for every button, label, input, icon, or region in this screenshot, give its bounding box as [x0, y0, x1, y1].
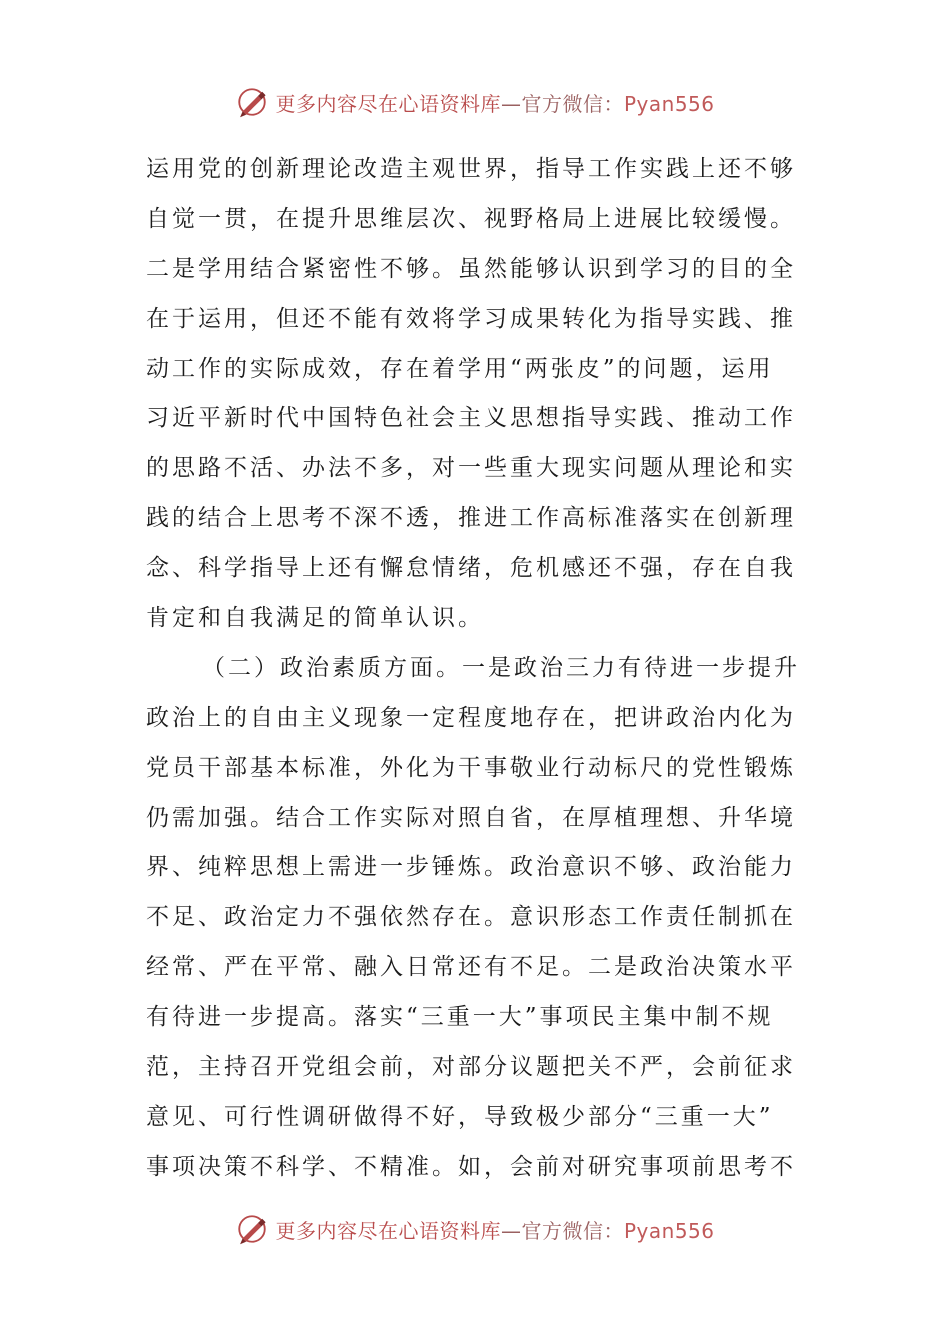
text-line: 践的结合上思考不深不透，推进工作高标准落实在创新理	[146, 505, 796, 532]
footer-watermark	[0, 1207, 950, 1251]
text-line: 事项决策不科学、不精准。如，会前对研究事项前思考不	[146, 1153, 796, 1180]
watermark-label: 官方微信：	[521, 1218, 624, 1243]
watermark-label: 官方微信：	[521, 91, 624, 116]
watermark-main: 更多内容尽在心语资料库	[275, 91, 501, 116]
text-line: 念、科学指导上还有懈怠情绪，危机感还不强，存在自我	[146, 555, 796, 582]
document-body	[146, 145, 806, 1193]
watermark-separator: —	[500, 1218, 522, 1243]
text-line: 运用党的创新理论改造主观世界，指导工作实践上还不够	[146, 156, 796, 182]
text-line: 经常、严在平常、融入日常还有不足。二是政治决策水平	[146, 954, 796, 981]
text-line: 党员干部基本标准，外化为干事敬业行动标尺的党性锻炼	[146, 754, 796, 781]
text-line: 仍需加强。结合工作实际对照自省，在厚植理想、升华境	[146, 804, 796, 831]
header-watermark	[0, 80, 950, 124]
text-line: 自觉一贯，在提升思维层次、视野格局上进展比较缓慢。	[146, 205, 796, 232]
watermark-separator: —	[500, 91, 522, 116]
text-line: 在于运用，但还不能有效将学习成果转化为指导实践、推	[146, 305, 796, 332]
watermark-text	[275, 88, 714, 117]
text-line: 有待进一步提高。落实“三重一大”事项民主集中制不规	[146, 1004, 774, 1031]
text-line: 界、纯粹思想上需进一步锤炼。政治意识不够、政治能力	[146, 854, 796, 881]
text-line: （二）政治素质方面。一是政治三力有待进一步提升	[202, 654, 800, 681]
text-line: 意见、可行性调研做得不好，导致极少部分“三重一大”	[146, 1103, 774, 1130]
watermark-main: 更多内容尽在心语资料库	[275, 1218, 501, 1243]
text-line: 习近平新时代中国特色社会主义思想指导实践、推动工作	[146, 405, 796, 432]
text-line: 的思路不活、办法不多，对一些重大现实问题从理论和实	[146, 455, 796, 482]
pen-logo-icon	[235, 1212, 269, 1246]
text-line: 不足、政治定力不强依然存在。意识形态工作责任制抓在	[146, 904, 796, 931]
watermark-id: Pyan556	[623, 1218, 715, 1243]
text-line: 二是学用结合紧密性不够。虽然能够认识到学习的目的全	[146, 255, 796, 282]
watermark-text	[275, 1215, 714, 1244]
text-line: 政治上的自由主义现象一定程度地存在，把讲政治内化为	[146, 704, 796, 731]
pen-logo-icon	[235, 85, 269, 119]
text-line: 动工作的实际成效，存在着学用“两张皮”的问题，运用	[146, 355, 774, 382]
text-line: 范，主持召开党组会前，对部分议题把关不严，会前征求	[146, 1054, 796, 1081]
watermark-id: Pyan556	[623, 91, 715, 116]
text-line: 肯定和自我满足的简单认识。	[146, 605, 484, 632]
